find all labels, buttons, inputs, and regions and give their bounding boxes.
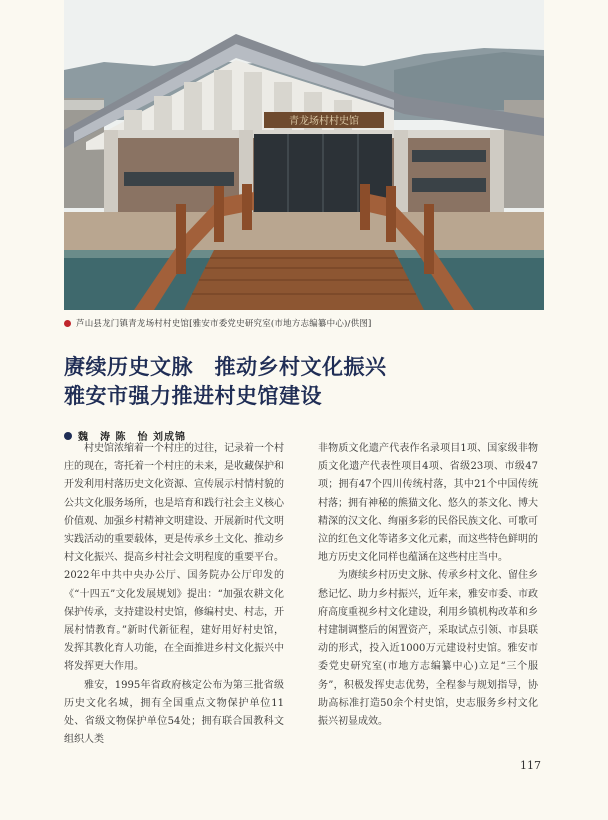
paragraph: 村史馆浓缩着一个村庄的过往，记录着一个村庄的现在，寄托着一个村庄的未来，是收藏保护和开发利用村落历史文化资源、宣传展示村情村貌的公共文化服务场所，也是培育和践行社会主义核心价值观、加强乡村精神文明建设、开展新时代文明实践活动的重要载体，更是传承乡土文化、推动乡村文化振兴、提高乡村社会文明程度的重要平台。2022年中共中央办公厅、国务院办公厅印发的《“十四五”文化发展规划》提出：“加强农耕文化保护传承，支持建设村史馆，修编村史、村志，开展村情教育。”新时代新征程，建好用好村史馆，发挥其教化育人功能，在全面推进乡村文化振兴中将发挥更大作用。 [64,443,284,673]
caption-bullet-icon [64,320,71,327]
article-title [64,352,544,410]
paragraph: 雅安，1995年省政府核定公布为第三批省级历史文化名城，拥有全国重点文物保护单位11处、省级文物保护单位54处；拥有联合国教科文组织人类 [64,679,284,746]
village-museum-photo [64,0,544,310]
authors-bullet-icon [64,432,72,440]
body-column-right [318,440,538,731]
photo-caption [64,317,544,329]
museum-sign-text: 青龙场村村史馆 [289,116,359,127]
page-number: 117 [520,759,541,772]
title-line-2: 雅安市强力推进村史馆建设 [64,383,322,408]
body-column-left [64,440,284,749]
paragraph: 为赓续乡村历史文脉、传承乡村文化、留住乡愁记忆、助力乡村振兴，近年来，雅安市委、市政府高度重视乡村文化建设，利用乡镇机构改革和乡村建制调整后的闲置资产，采取试点引领、市县联动的形式，投入近1000万元建设村史馆。雅安市委党史研究室(市地方志编纂中心)立足“三个服务”，积极发挥史志优势，全程参与规划指导，协助高标准打造50余个村史馆，史志服务乡村文化振兴初显成效。 [318,570,538,728]
caption-text: 芦山县龙门镇青龙场村村史馆[雅安市委党史研究室(市地方志编纂中心)/供图] [76,319,372,329]
paragraph-continued: 非物质文化遗产代表作名录项目1项、国家级非物质文化遗产代表性项目4项、省级23项、市级47项；拥有47个四川传统村落，其中21个中国传统村落；拥有神秘的熊猫文化、悠久的茶文化、博大精深的汉文化、绚丽多彩的民俗民族文化、可歌可泣的红色文化等诸多文化元素，而这些特色鲜明的地方历史文化同样也蕴涵在这些村庄当中。 [318,443,538,564]
title-line-1: 赓续历史文脉 推动乡村文化振兴 [64,354,387,379]
authors-text: 魏 涛 陈 怡 刘成锦 [78,432,186,443]
